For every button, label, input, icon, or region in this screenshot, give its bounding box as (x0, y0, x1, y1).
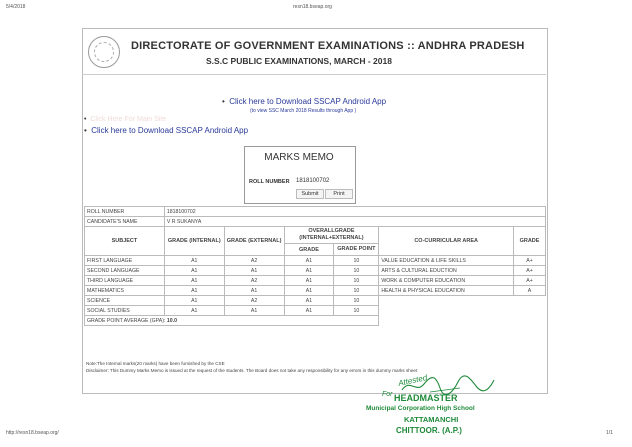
gpa-label: GRADE POINT AVERAGE (GPA): (87, 317, 166, 324)
internal-grade-cell: A1 (164, 276, 224, 286)
overall-grade-cell: A1 (284, 296, 334, 306)
external-grade-cell: A1 (224, 286, 284, 296)
table-row (85, 276, 546, 286)
grade-point-cell: 10 (334, 266, 379, 276)
print-url-bottom: http://resn18.bseap.org/ (6, 430, 59, 436)
school-stamp: Municipal Corporation High School (366, 405, 475, 412)
table-row (85, 286, 546, 296)
overall-grade-cell: A1 (284, 276, 334, 286)
bullet-icon: • (84, 126, 92, 135)
external-grade-cell: A2 (224, 256, 284, 266)
co-curricular-area-cell: HEALTH & PHYSICAL EDUCATION (379, 286, 514, 296)
grade-point-cell: 10 (334, 286, 379, 296)
subject-cell: SCIENCE (85, 296, 165, 306)
grade-external-header: GRADE (EXTERNAL) (224, 227, 284, 256)
grade-internal-header: GRADE (INTERNAL) (164, 227, 224, 256)
roll-number-label: ROLL NUMBER (249, 179, 290, 185)
co-grade-header: GRADE (514, 227, 546, 256)
internal-grade-cell: A1 (164, 286, 224, 296)
subject-cell: SECOND LANGUAGE (85, 266, 165, 276)
grade-point-cell: 10 (334, 276, 379, 286)
roll-label: ROLL NUMBER (85, 207, 165, 217)
place-stamp: KATTAMANCHI (404, 415, 459, 424)
page-subtitle: S.S.C PUBLIC EXAMINATIONS, MARCH - 2018 (206, 56, 392, 66)
external-grade-cell: A1 (224, 306, 284, 316)
grade-point-cell: 10 (334, 306, 379, 316)
for-handwriting: For (382, 391, 393, 398)
subject-header: SUBJECT (85, 227, 165, 256)
co-curricular-grade-cell: A+ (514, 256, 546, 266)
internal-grade-cell: A1 (164, 256, 224, 266)
grade-point-header: GRADE POINT (334, 244, 379, 256)
attested-handwriting: Attested (397, 373, 428, 388)
subject-cell: FIRST LANGUAGE (85, 256, 165, 266)
gpa-cell (85, 316, 379, 326)
print-page-number: 1/1 (606, 430, 613, 436)
co-curricular-area-cell: WORK & COMPUTER EDUCATION (379, 276, 514, 286)
overall-grade-cell: A1 (284, 286, 334, 296)
table-row (85, 266, 546, 276)
co-curricular-area-cell: VALUE EDUCATION & LIFE SKILLS (379, 256, 514, 266)
bullet-icon: • (84, 116, 91, 123)
marks-memo-title: MARKS MEMO (264, 152, 334, 163)
disclaimer-note: Disclaimer: This Dummy Marks Memo is issued at the request of the students. The Board does not take any responsibility for any errors in this dummy marks sheet (86, 368, 418, 373)
download-app-link-row-2 (84, 126, 248, 135)
table-row (85, 256, 546, 266)
print-date: 5/4/2018 (6, 4, 26, 10)
overall-grade-header: OVERALLGRADE (INTERNAL+EXTERNAL) (284, 227, 379, 244)
view-results-note[interactable]: (to view SSC March 2018 Results through App ) (250, 108, 357, 114)
internal-grade-cell: A1 (164, 266, 224, 276)
district-stamp: CHITTOOR. (A.P.) (396, 426, 462, 435)
candidate-name-value: V R SUKANYA (164, 217, 545, 227)
subject-cell: MATHEMATICS (85, 286, 165, 296)
roll-number-input[interactable]: 1818100702 (296, 178, 330, 184)
download-app-link[interactable]: Click here to Download SSCAP Android App (229, 97, 387, 106)
co-curricular-header: CO-CURRICULAR AREA (379, 227, 514, 256)
main-site-link-row (84, 116, 166, 123)
co-curricular-area-cell: ARTS & CULTURAL EDUCTION (379, 266, 514, 276)
name-row (85, 217, 546, 227)
print-button[interactable]: Print (325, 189, 353, 199)
subject-cell: SOCIAL STUDIES (85, 306, 165, 316)
submit-button[interactable]: Submit (296, 189, 324, 199)
print-url-top: resn18.bseap.org (293, 4, 332, 10)
header-row (85, 227, 546, 244)
external-grade-cell: A2 (224, 276, 284, 286)
overall-grade-cell: A1 (284, 306, 334, 316)
header-divider (82, 74, 546, 75)
external-grade-cell: A2 (224, 296, 284, 306)
grade-header: GRADE (284, 244, 334, 256)
download-app-link-2[interactable]: Click here to Download SSCAP Android App (91, 126, 249, 135)
roll-value: 1818100702 (164, 207, 545, 217)
roll-row (85, 207, 546, 217)
co-curricular-blank (379, 296, 546, 326)
internal-grade-cell: A1 (164, 306, 224, 316)
download-app-link-row (222, 97, 386, 106)
internal-marks-note: Note:The Internal marks(20 marks) have been furnished by the CSE (86, 361, 225, 366)
co-curricular-grade-cell: A (514, 286, 546, 296)
board-emblem-inner (94, 42, 114, 62)
bullet-icon: • (222, 97, 230, 106)
overall-grade-cell: A1 (284, 266, 334, 276)
marks-table (84, 206, 546, 326)
headmaster-stamp: HEADMASTER (394, 393, 458, 403)
gpa-value: 10.0 (166, 317, 177, 324)
external-grade-cell: A1 (224, 266, 284, 276)
table-row (85, 296, 546, 306)
grade-point-cell: 10 (334, 296, 379, 306)
candidate-name-label: CANDIDATE'S NAME (85, 217, 165, 227)
page-title: DIRECTORATE OF GOVERNMENT EXAMINATIONS :: ANDHRA PRADESH (131, 40, 525, 52)
internal-grade-cell: A1 (164, 296, 224, 306)
grade-point-cell: 10 (334, 256, 379, 266)
co-curricular-grade-cell: A+ (514, 276, 546, 286)
co-curricular-grade-cell: A+ (514, 266, 546, 276)
subject-cell: THIRD LANGUAGE (85, 276, 165, 286)
main-site-link[interactable]: Click Here For Main Site (90, 116, 167, 123)
overall-grade-cell: A1 (284, 256, 334, 266)
